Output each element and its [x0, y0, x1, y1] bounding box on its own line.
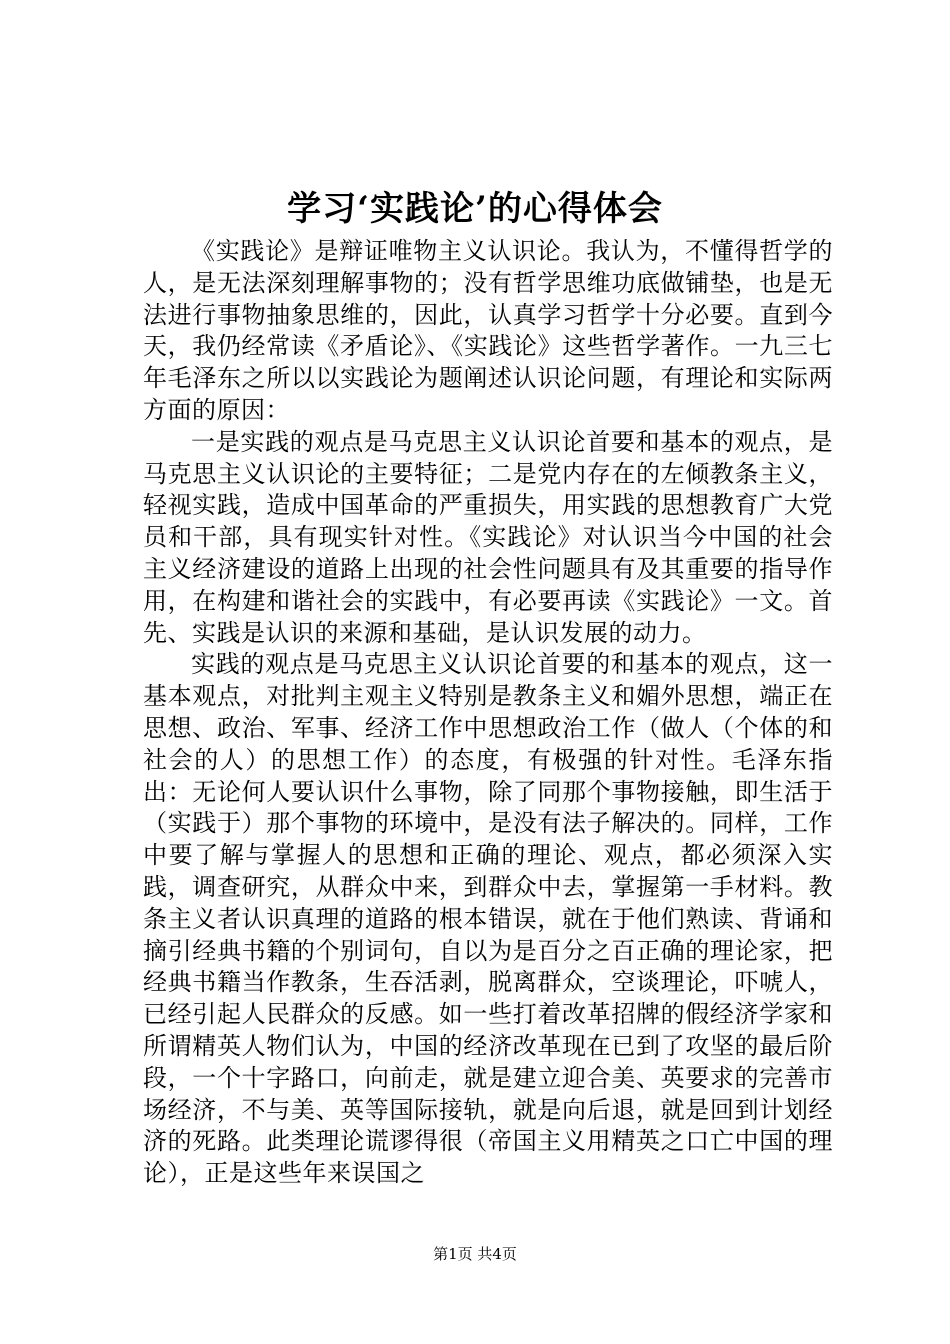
document-body [143, 236, 833, 1190]
paragraph-2: 一是实践的观点是马克思主义认识论首要和基本的观点，是马克思主义认识论的主要特征；二是党内存在的左倾教条主义，轻视实践，造成中国革命的严重损失，用实践的思想教育广大党员和干部，具有现实针对性。《实践论》对认识当今中国的社会主义经济建设的道路上出现的社会性问题具有及其重要的指导作用，在构建和谐社会的实践中，有必要再读《实践论》一文。首先、实践是认识的来源和基础，是认识发展的动力。 [143, 427, 833, 647]
document-title: 学习‘实践论’的心得体会 [287, 189, 663, 229]
paragraph-1: 《实践论》是辩证唯物主义认识论。我认为，不懂得哲学的人，是无法深刻理解事物的；没有哲学思维功底做铺垫，也是无法进行事物抽象思维的，因此，认真学习哲学十分必要。直到今天，我仍经常读《矛盾论》、《实践论》这些哲学著作。一九三七年毛泽东之所以以实践论为题阐述认识论问题，有理论和实际两方面的原因： [143, 237, 833, 424]
paragraph-3: 实践的观点是马克思主义认识论首要的和基本的观点，这一基本观点，对批判主观主义特别是教条主义和媚外思想，端正在思想、政治、军事、经济工作中思想政治工作（做人（个体的和社会的人）的思想工作）的态度，有极强的针对性。毛泽东指出：无论何人要认识什么事物，除了同那个事物接触，即生活于（实践于）那个事物的环境中，是没有法子解决的。同样，工作中要了解与掌握人的思想和正确的理论、观点，都必须深入实践，调查研究，从群众中来，到群众中去，掌握第一手材料。教条主义者认识真理的道路的根本错误，就在于他们熟读、背诵和摘引经典书籍的个别词句，自以为是百分之百正确的理论家，把经典书籍当作教条，生吞活剥，脱离群众，空谈理论，吓唬人，已经引起人民群众的反感。如一些打着改革招牌的假经济学家和所谓精英人物们认为，中国的经济改革现在已到了攻坚的最后阶段，一个十字路口，向前走，就是建立迎合美、英要求的完善市场经济，不与美、英等国际接轨，就是向后退，就是回到计划经济的死路。此类理论谎谬得很（帝国主义用精英之口亡中国的理论），正是这些年来误国之 [143, 650, 833, 1188]
page-number-footer: 第1页 共4页 [433, 1245, 517, 1263]
